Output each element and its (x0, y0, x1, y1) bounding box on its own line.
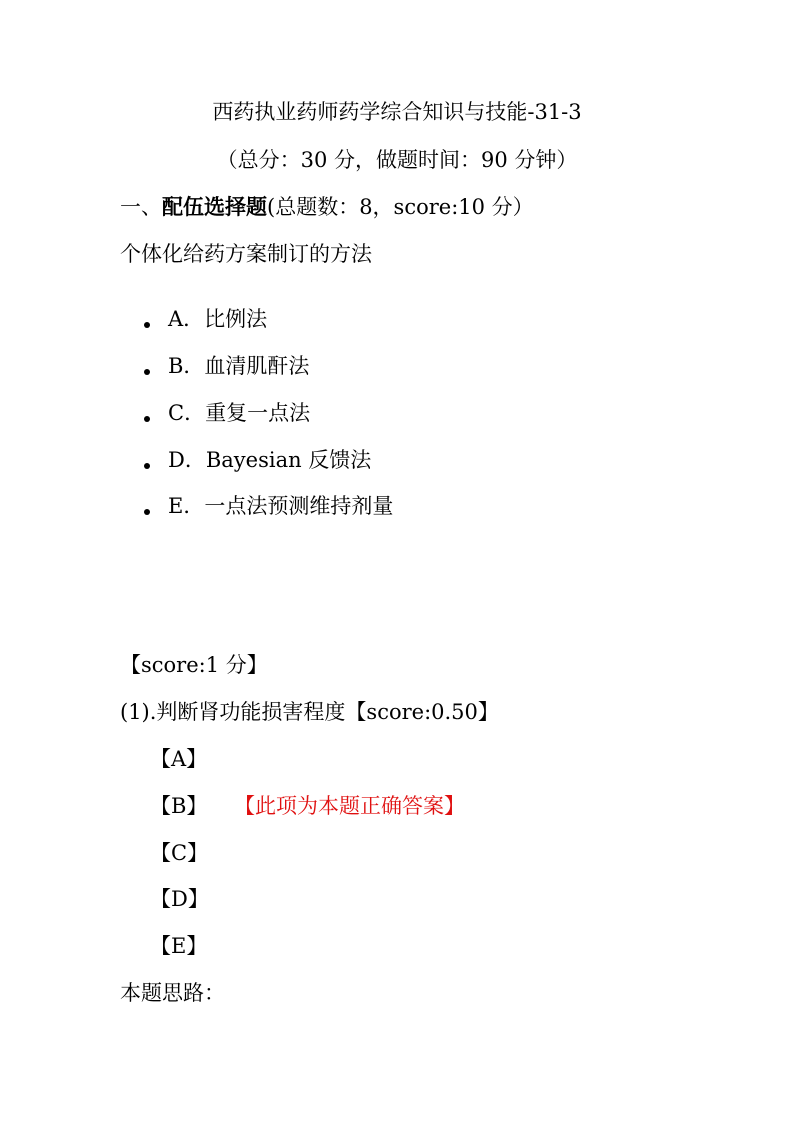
sub-question: (1).判断肾功能损害程度【score:0.50】 (120, 700, 499, 724)
answer-choice-e: 【E】 (150, 934, 208, 958)
group-score: 【score:1 分】 (120, 653, 268, 677)
option-c: C．重复一点法 (168, 401, 311, 425)
option-a: A．比例法 (168, 307, 268, 331)
bullet-icon (144, 509, 150, 515)
bullet-icon (144, 369, 150, 375)
exam-meta: （总分：30 分，做题时间：90 分钟） (216, 148, 578, 172)
answer-choice-c: 【C】 (150, 841, 209, 865)
option-b: B．血清肌酐法 (168, 354, 310, 378)
answer-choice-b: 【B】 (150, 794, 208, 818)
bullet-icon (144, 322, 150, 328)
bullet-icon (144, 463, 150, 469)
option-d: D．Bayesian 反馈法 (168, 448, 372, 472)
section-prefix: 一、 (120, 195, 162, 219)
correct-answer-note: 【此项为本题正确答案】 (234, 794, 465, 818)
answer-choice-d: 【D】 (150, 887, 209, 911)
analysis-label: 本题思路： (120, 981, 225, 1005)
question-stem: 个体化给药方案制订的方法 (120, 242, 372, 266)
section-header (120, 193, 534, 221)
bullet-icon (144, 416, 150, 422)
section-info: (总题数：8，score:10 分） (267, 195, 534, 219)
section-name: 配伍选择题 (162, 194, 267, 219)
answer-choice-a: 【A】 (150, 747, 208, 771)
page-title: 西药执业药师药学综合知识与技能-31-3 (212, 100, 582, 124)
option-e: E．一点法预测维持剂量 (168, 494, 394, 518)
